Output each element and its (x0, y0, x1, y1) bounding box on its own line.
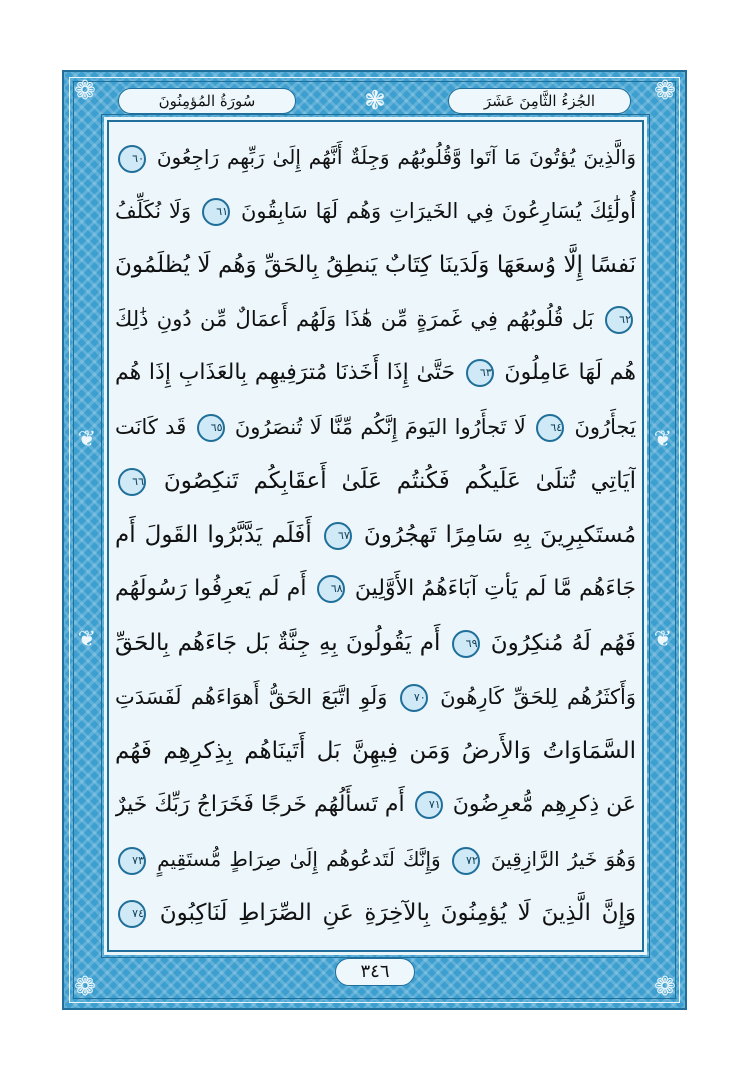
verse-text: عَن ذِكرِهِم مُّعرِضُونَ (452, 792, 636, 817)
surah-title (118, 88, 296, 114)
ayah-number-marker: ٦٦ (118, 468, 146, 496)
verse-line (115, 724, 636, 778)
corner-ornament-icon: ❁ (654, 972, 676, 1002)
verse-line (115, 346, 636, 400)
verse-text: أَم لَم يَعرِفُوا رَسُولَهُم (115, 576, 307, 601)
verse-line (115, 832, 636, 886)
verse-line (115, 238, 636, 292)
verse-text: أَم تَسأَلُهُم خَرجًا فَخَرَاجُ رَبِّكَ خَيرٌ (115, 792, 405, 817)
verse-text: وَلَوِ اتَّبَعَ الحَقُّ أَهوَاءَهُم لَفَسَدَتِ (115, 685, 388, 709)
ayah-number-marker: ٦٢ (605, 306, 633, 334)
page-number (335, 958, 415, 986)
ayah-number-marker: ٦٤ (536, 414, 564, 442)
verse-text: آيَاتِي تُتلَىٰ عَلَيكُم فَكُنتُم عَلَىٰ أَعقَابِكُم تَنكِصُونَ (163, 468, 636, 494)
ayah-number-marker: ٦٨ (317, 575, 345, 603)
verse-text: وَالَّذِينَ يُؤتُونَ مَا آتَوا وَّقُلُوبُهُم وَجِلَةٌ أَنَّهُم إِلَىٰ رَبِّهِم رَاجِعُونَ (156, 145, 636, 169)
verse-line (115, 454, 636, 508)
verse-line (115, 184, 636, 238)
verse-text: جَاءَهُم مَّا لَم يَأتِ آبَاءَهُمُ الأَوَّلِينَ (354, 576, 636, 601)
corner-ornament-icon: ❁ (74, 76, 96, 106)
verse-text: أَم يَقُولُونَ بِهِ جِنَّةٌ بَل جَاءَهُم بِالحَقِّ (115, 630, 441, 656)
verse-text: وَإِنَّ الَّذِينَ لَا يُؤمِنُونَ بِالآخِرَةِ عَنِ الصِّرَاطِ لَنَاكِبُونَ (159, 900, 636, 926)
verse-lines (115, 130, 636, 942)
verse-text: أُولَٰئِكَ يُسَارِعُونَ فِي الخَيرَاتِ وَهُم لَهَا سَابِقُونَ (240, 199, 636, 223)
page-number-label: ٣٤٦ (360, 961, 390, 982)
verse-text: هُم لَهَا عَامِلُونَ (504, 360, 636, 385)
side-ornament-icon: ❦ (77, 627, 97, 652)
ayah-number-marker: ٦٣ (466, 359, 494, 387)
verse-text: فَهُم لَهُ مُنكِرُونَ (490, 630, 636, 656)
verse-text: أَفَلَم يَدَّبَّرُوا القَولَ أَم (115, 522, 312, 548)
verse-text: نَفسًا إِلَّا وُسعَهَا وَلَدَينَا كِتَابٌ يَنطِقُ بِالحَقِّ وَهُم لَا يُظلَمُونَ (115, 252, 636, 278)
verse-line (115, 400, 636, 454)
verse-text: وَهُوَ خَيرُ الرَّازِقِينَ (491, 847, 636, 871)
corner-ornament-icon: ❁ (654, 76, 676, 106)
verse-text: بَل قُلُوبُهُم فِي غَمرَةٍ مِّن هَٰذَا وَلَهُم أَعمَالٌ مِّن دُونِ ذَٰلِكَ (115, 307, 594, 331)
verse-text: وَإِنَّكَ لَتَدعُوهُم إِلَىٰ صِرَاطٍ مُّستَقِيمٍ (157, 847, 441, 871)
verse-text: لَا تَجأَرُوا اليَومَ إِنَّكُم مِّنَّا لَا تُنصَرُونَ (234, 415, 526, 439)
side-ornament-icon: ❦ (77, 427, 97, 452)
ayah-number-marker: ٧٢ (452, 847, 480, 875)
verse-line (115, 778, 636, 832)
juz-label: الجُزءُ الثَّامِنَ عَشَرَ (483, 92, 596, 110)
ayah-number-marker: ٦١ (202, 198, 230, 226)
ayah-number-marker: ٧٣ (118, 847, 146, 875)
verse-line (115, 130, 636, 184)
ayah-number-marker: ٧١ (415, 791, 443, 819)
surah-label: سُورَةُ المُؤمِنُونَ (158, 92, 256, 110)
verse-line (115, 886, 636, 940)
ayah-number-marker: ٧٤ (118, 900, 146, 928)
ayah-number-marker: ٧٠ (400, 684, 428, 712)
verse-line (115, 508, 636, 562)
verse-text: قَد كَانَت (115, 415, 187, 439)
verse-line (115, 616, 636, 670)
verse-line (115, 562, 636, 616)
verse-text: وَلَا نُكَلِّفُ (115, 199, 192, 223)
side-ornament-icon: ❦ (653, 427, 673, 452)
juz-title (448, 88, 631, 114)
verse-text: وَأَكثَرُهُم لِلحَقِّ كَارِهُونَ (440, 685, 636, 709)
verse-line (115, 292, 636, 346)
verse-line (115, 670, 636, 724)
ayah-number-marker: ٦٩ (452, 630, 480, 658)
header-ornament-icon: ❃ (364, 86, 386, 116)
verse-text: السَّمَاوَاتُ وَالأَرضُ وَمَن فِيهِنَّ بَل أَتَينَاهُم بِذِكرِهِم فَهُم (115, 738, 636, 764)
verse-text: حَتَّىٰ إِذَا أَخَذنَا مُترَفِيهِم بِالعَذَابِ إِذَا هُم (115, 360, 456, 385)
verse-text: مُستَكبِرِينَ بِهِ سَامِرًا تَهجُرُونَ (363, 522, 636, 548)
ayah-number-marker: ٦٥ (197, 414, 225, 442)
ayah-number-marker: ٦٧ (324, 522, 352, 550)
side-ornament-icon: ❦ (653, 627, 673, 652)
corner-ornament-icon: ❁ (74, 972, 96, 1002)
ayah-number-marker: ٦٠ (118, 145, 146, 173)
verse-text: يَجأَرُونَ (574, 415, 636, 439)
